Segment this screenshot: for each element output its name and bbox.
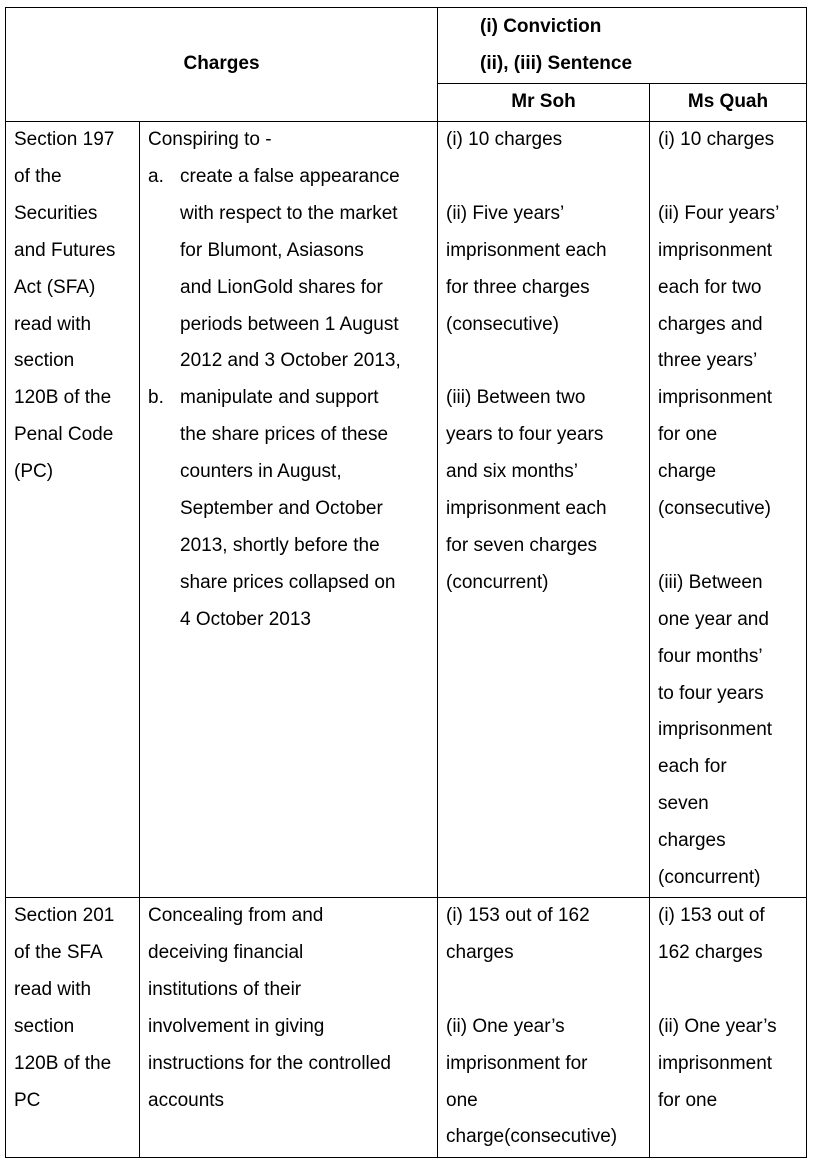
charge-text-line: manipulate and support [180,387,379,409]
sentence-text-line: to four years [658,682,764,704]
charge-intro: Conspiring to - [148,129,272,150]
section-text-line: and Futures [14,239,116,261]
mr-soh-header: Mr Soh [438,84,650,122]
mr-soh-cell [438,898,650,1158]
paragraph-spacer [658,159,806,196]
header-row [6,8,807,84]
charge-text-line: and LionGold shares for [180,276,383,298]
paragraph-spacer [446,343,649,380]
charge-text-line: create a false appearance [180,165,400,187]
sentence-text-line: imprisonment [658,719,773,741]
sentence-text-line: four months’ [658,645,763,667]
ms-quah-header: Ms Quah [650,84,807,122]
list-marker: a. [148,165,164,187]
section-text-line: PC [14,1089,41,1111]
sentence-text-line: imprisonment [658,239,773,261]
sentence-text-line: (iii) Between [658,571,763,593]
section-text-line: Section 197 [14,129,115,150]
ms-quah-cell [650,898,807,1158]
charge-text-line: share prices collapsed on [180,571,396,593]
charge-text-line: institutions of their [148,978,302,1000]
paragraph-spacer [446,159,649,196]
charge-text-line: with respect to the market [180,202,398,224]
conviction-sentence-header [438,8,807,84]
charge-list-item [148,380,437,638]
sentence-text-line: each for two [658,276,762,298]
sentence-text-line: imprisonment for [446,1052,588,1074]
sentence-text-line: one year and [658,608,769,630]
sentence-text-line: each for [658,756,727,778]
table-row [6,122,807,898]
charge-text-line: deceiving financial [148,941,304,963]
paragraph-spacer [658,972,806,1009]
sentence-text-line: imprisonment each [446,498,607,520]
sentence-text-line: (concurrent) [658,867,761,889]
charge-text-line: periods between 1 August [180,313,399,335]
sentence-text-line: (i) 153 out of [658,905,765,926]
table-row [6,898,807,1158]
charge-text-line: Concealing from and [148,905,324,926]
sentence-text-line: for seven charges [446,534,598,556]
sentence-text-line: (iii) Between two [446,387,586,409]
section-text-line: Section 201 [14,905,115,926]
section-text-line: Penal Code [14,424,114,446]
charge-text-line: counters in August, [180,461,342,483]
charge-text-line: 4 October 2013 [180,608,311,630]
sentence-text-line: (consecutive) [658,498,771,520]
section-text-line: read with [14,978,92,1000]
section-text-line: (PC) [14,461,54,483]
sentence-text-line: one [446,1089,478,1111]
list-item-text [180,159,401,380]
mr-soh-cell [438,122,650,898]
charge-text-line: the share prices of these [180,424,389,446]
sentence-text-line: for one [658,1089,718,1111]
sentence-text-line: charge [658,461,717,483]
paragraph-spacer [446,972,649,1009]
sentence-text-line: imprisonment [658,1052,773,1074]
sentence-text-line: and six months’ [446,461,579,483]
charge-text-line: accounts [148,1089,225,1111]
section-text-line: of the SFA [14,941,103,963]
sentence-text-line: (ii) One year’s [658,1015,777,1037]
section-text-line: 120B of the [14,387,112,409]
charge-description-cell [140,898,438,1158]
section-text-line: of the [14,165,62,187]
section-text-line: Act (SFA) [14,276,96,298]
sentence-text-line: imprisonment [658,387,773,409]
list-item-text [180,380,395,638]
section-text-line: Securities [14,202,98,224]
sentence-text-line: for three charges [446,276,590,298]
charge-text-line: involvement in giving [148,1015,325,1037]
sentence-text-line: for one [658,424,718,446]
charge-list-item [148,159,437,380]
sentence-text-line: charges and [658,313,763,335]
charges-header: Charges [6,8,438,122]
charge-text-line: 2012 and 3 October 2013, [180,350,401,372]
charge-text-line: September and October [180,498,383,520]
conviction-header-line: (i) Conviction [480,16,602,37]
sentence-text-line: (ii) Four years’ [658,202,780,224]
section-cell [6,122,140,898]
sentence-text-line: (ii) One year’s [446,1015,565,1037]
section-text-line: section [14,350,75,372]
charge-text-line: 2013, shortly before the [180,534,380,556]
sentence-header-line: (ii), (iii) Sentence [480,53,633,74]
section-text-line: section [14,1015,75,1037]
list-marker: b. [148,387,164,409]
sentence-text-line: (i) 10 charges [658,129,775,150]
charge-text-line: for Blumont, Asiasons [180,239,364,261]
ms-quah-cell [650,122,807,898]
sentence-text-line: 162 charges [658,941,763,963]
sentence-text-line: (i) 153 out of 162 [446,905,590,926]
section-text-line: 120B of the [14,1052,112,1074]
section-cell [6,898,140,1158]
sentence-text-line: charges [658,830,726,852]
sentence-text-line: charges [446,941,514,963]
sentence-text-line: (concurrent) [446,571,549,593]
sentence-text-line: charge(consecutive) [446,1126,618,1148]
section-text-line: read with [14,313,92,335]
charge-text-line: instructions for the controlled [148,1052,391,1074]
sentence-text-line: (ii) Five years’ [446,202,565,224]
sentence-text-line: years to four years [446,424,604,446]
charges-table [5,7,807,1158]
charge-description-cell [140,122,438,898]
paragraph-spacer [658,528,806,565]
sentence-text-line: seven [658,793,709,815]
sentence-text-line: imprisonment each [446,239,607,261]
sentence-text-line: three years’ [658,350,758,372]
sentence-text-line: (consecutive) [446,313,559,335]
sentence-text-line: (i) 10 charges [446,129,563,150]
